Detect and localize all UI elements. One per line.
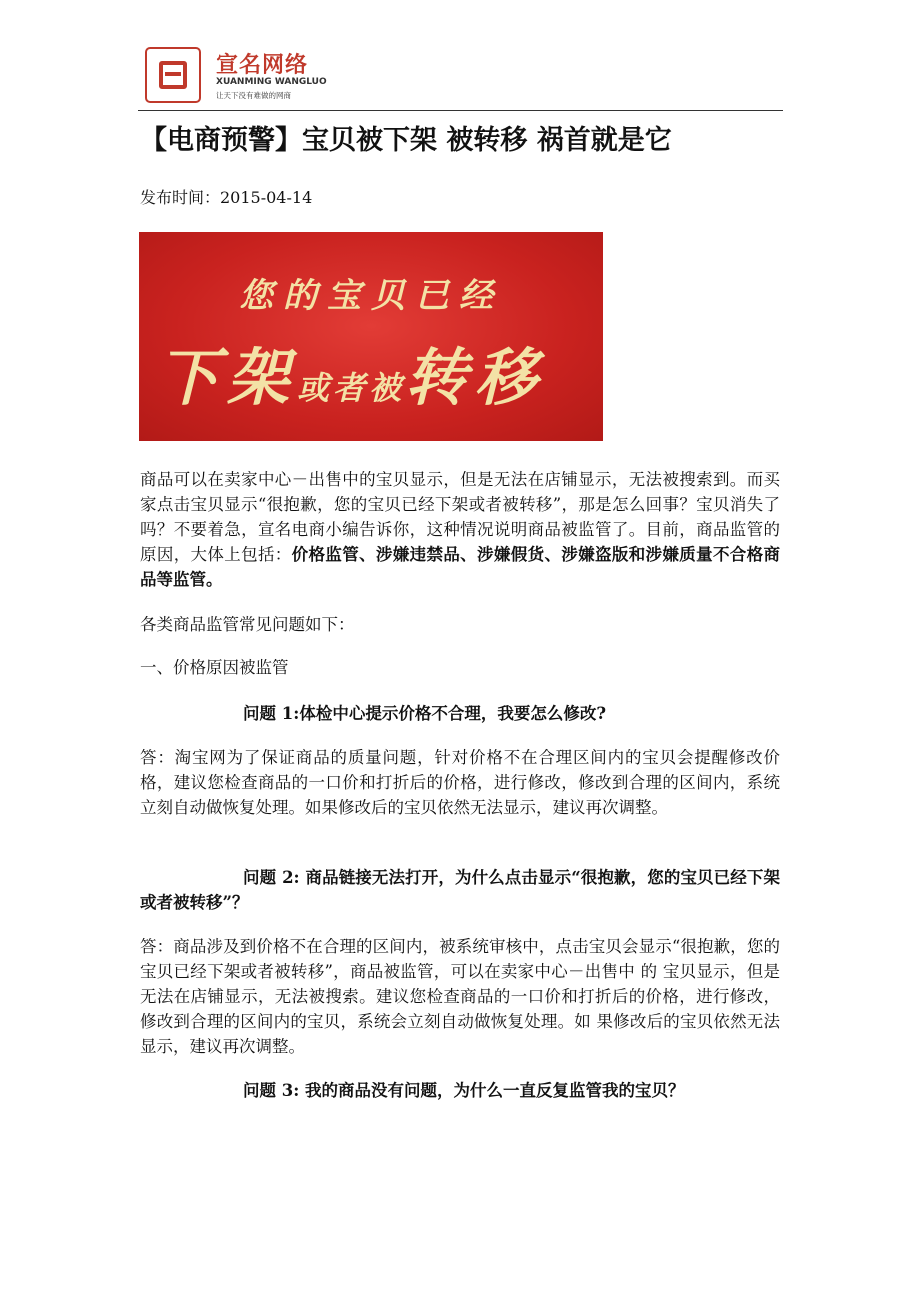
publish-date: 发布时间：2015-04-14 [140, 188, 313, 207]
banner-line-2 [157, 328, 545, 417]
answer-2: 答：商品涉及到价格不在合理的区间内，被系统审核中，点击宝贝会显示“很抱歉，您的宝贝已经下架或者被转移”，商品被监管，可以在卖家中心－出售中 的 宝贝显示，但是无法在店铺显示，无法被搜索。建议您检查商品的一口价和打折后的价格，进行修改，修改到合理的区间内的宝贝，系统会立刻自动做恢复处理。如 果修改后的宝贝依然无法显示，建议再次调整。 [140, 937, 780, 1056]
logo-slogan: 让天下没有难做的网商 [216, 91, 291, 100]
list-intro: 各类商品监管常见问题如下： [140, 615, 355, 634]
article-title: 【电商预警】宝贝被下架 被转移 祸首就是它 [140, 125, 672, 156]
banner-word-removed: 下架 [157, 341, 298, 414]
logo-pinyin: XUANMING WANGLUO [216, 77, 327, 87]
section-heading-price: 一、价格原因被监管 [140, 658, 289, 677]
header-divider [138, 110, 783, 111]
answer-1: 答：淘宝网为了保证商品的质量问题，针对价格不在合理区间内的宝贝会提醒修改价格，建议您检查商品的一口价和打折后的价格，进行修改，修改到合理的区间内，系统立刻自动做恢复处理。如果修改后的宝贝依然无法显示，建议再次调整。 [140, 748, 780, 817]
intro-bold-list: 价格监管、涉嫌违禁品、涉嫌假货、涉嫌盗版和涉嫌质量不合格商品等监管。 [140, 545, 781, 589]
intro-paragraph: 商品可以在卖家中心－出售中的宝贝显示，但是无法在店铺显示，无法被搜索到。而买家点击宝贝显示“很抱歉，您的宝贝已经下架或者被转移”，那是怎么回事？宝贝消失了吗？不要着急，宣名电商小编告诉你，这种情况说明商品被监管了。目前，商品监管的原因，大体上包括：价格监管、涉嫌违禁品、涉嫌假货、涉嫌盗版和涉嫌质量不合格商品等监管。 [140, 470, 781, 589]
banner-word-moved: 转移 [405, 341, 546, 414]
logo-mark-icon [145, 47, 201, 103]
question-1: 问题 1:体检中心提示价格不合理，我要怎么修改? [243, 704, 606, 723]
company-logo [140, 44, 327, 106]
banner-word-or: 或者被 [297, 369, 406, 407]
logo-name: 宣名网络 [216, 53, 309, 78]
banner-image [139, 232, 603, 441]
question-3: 问题 3: 我的商品没有问题，为什么一直反复监管我的宝贝？ [243, 1081, 685, 1100]
banner-line-1: 您的宝贝已经 [239, 276, 503, 316]
question-2: 问题 2: 商品链接无法打开，为什么点击显示“很抱歉，您的宝贝已经下架或者被转移”？ [140, 868, 780, 912]
